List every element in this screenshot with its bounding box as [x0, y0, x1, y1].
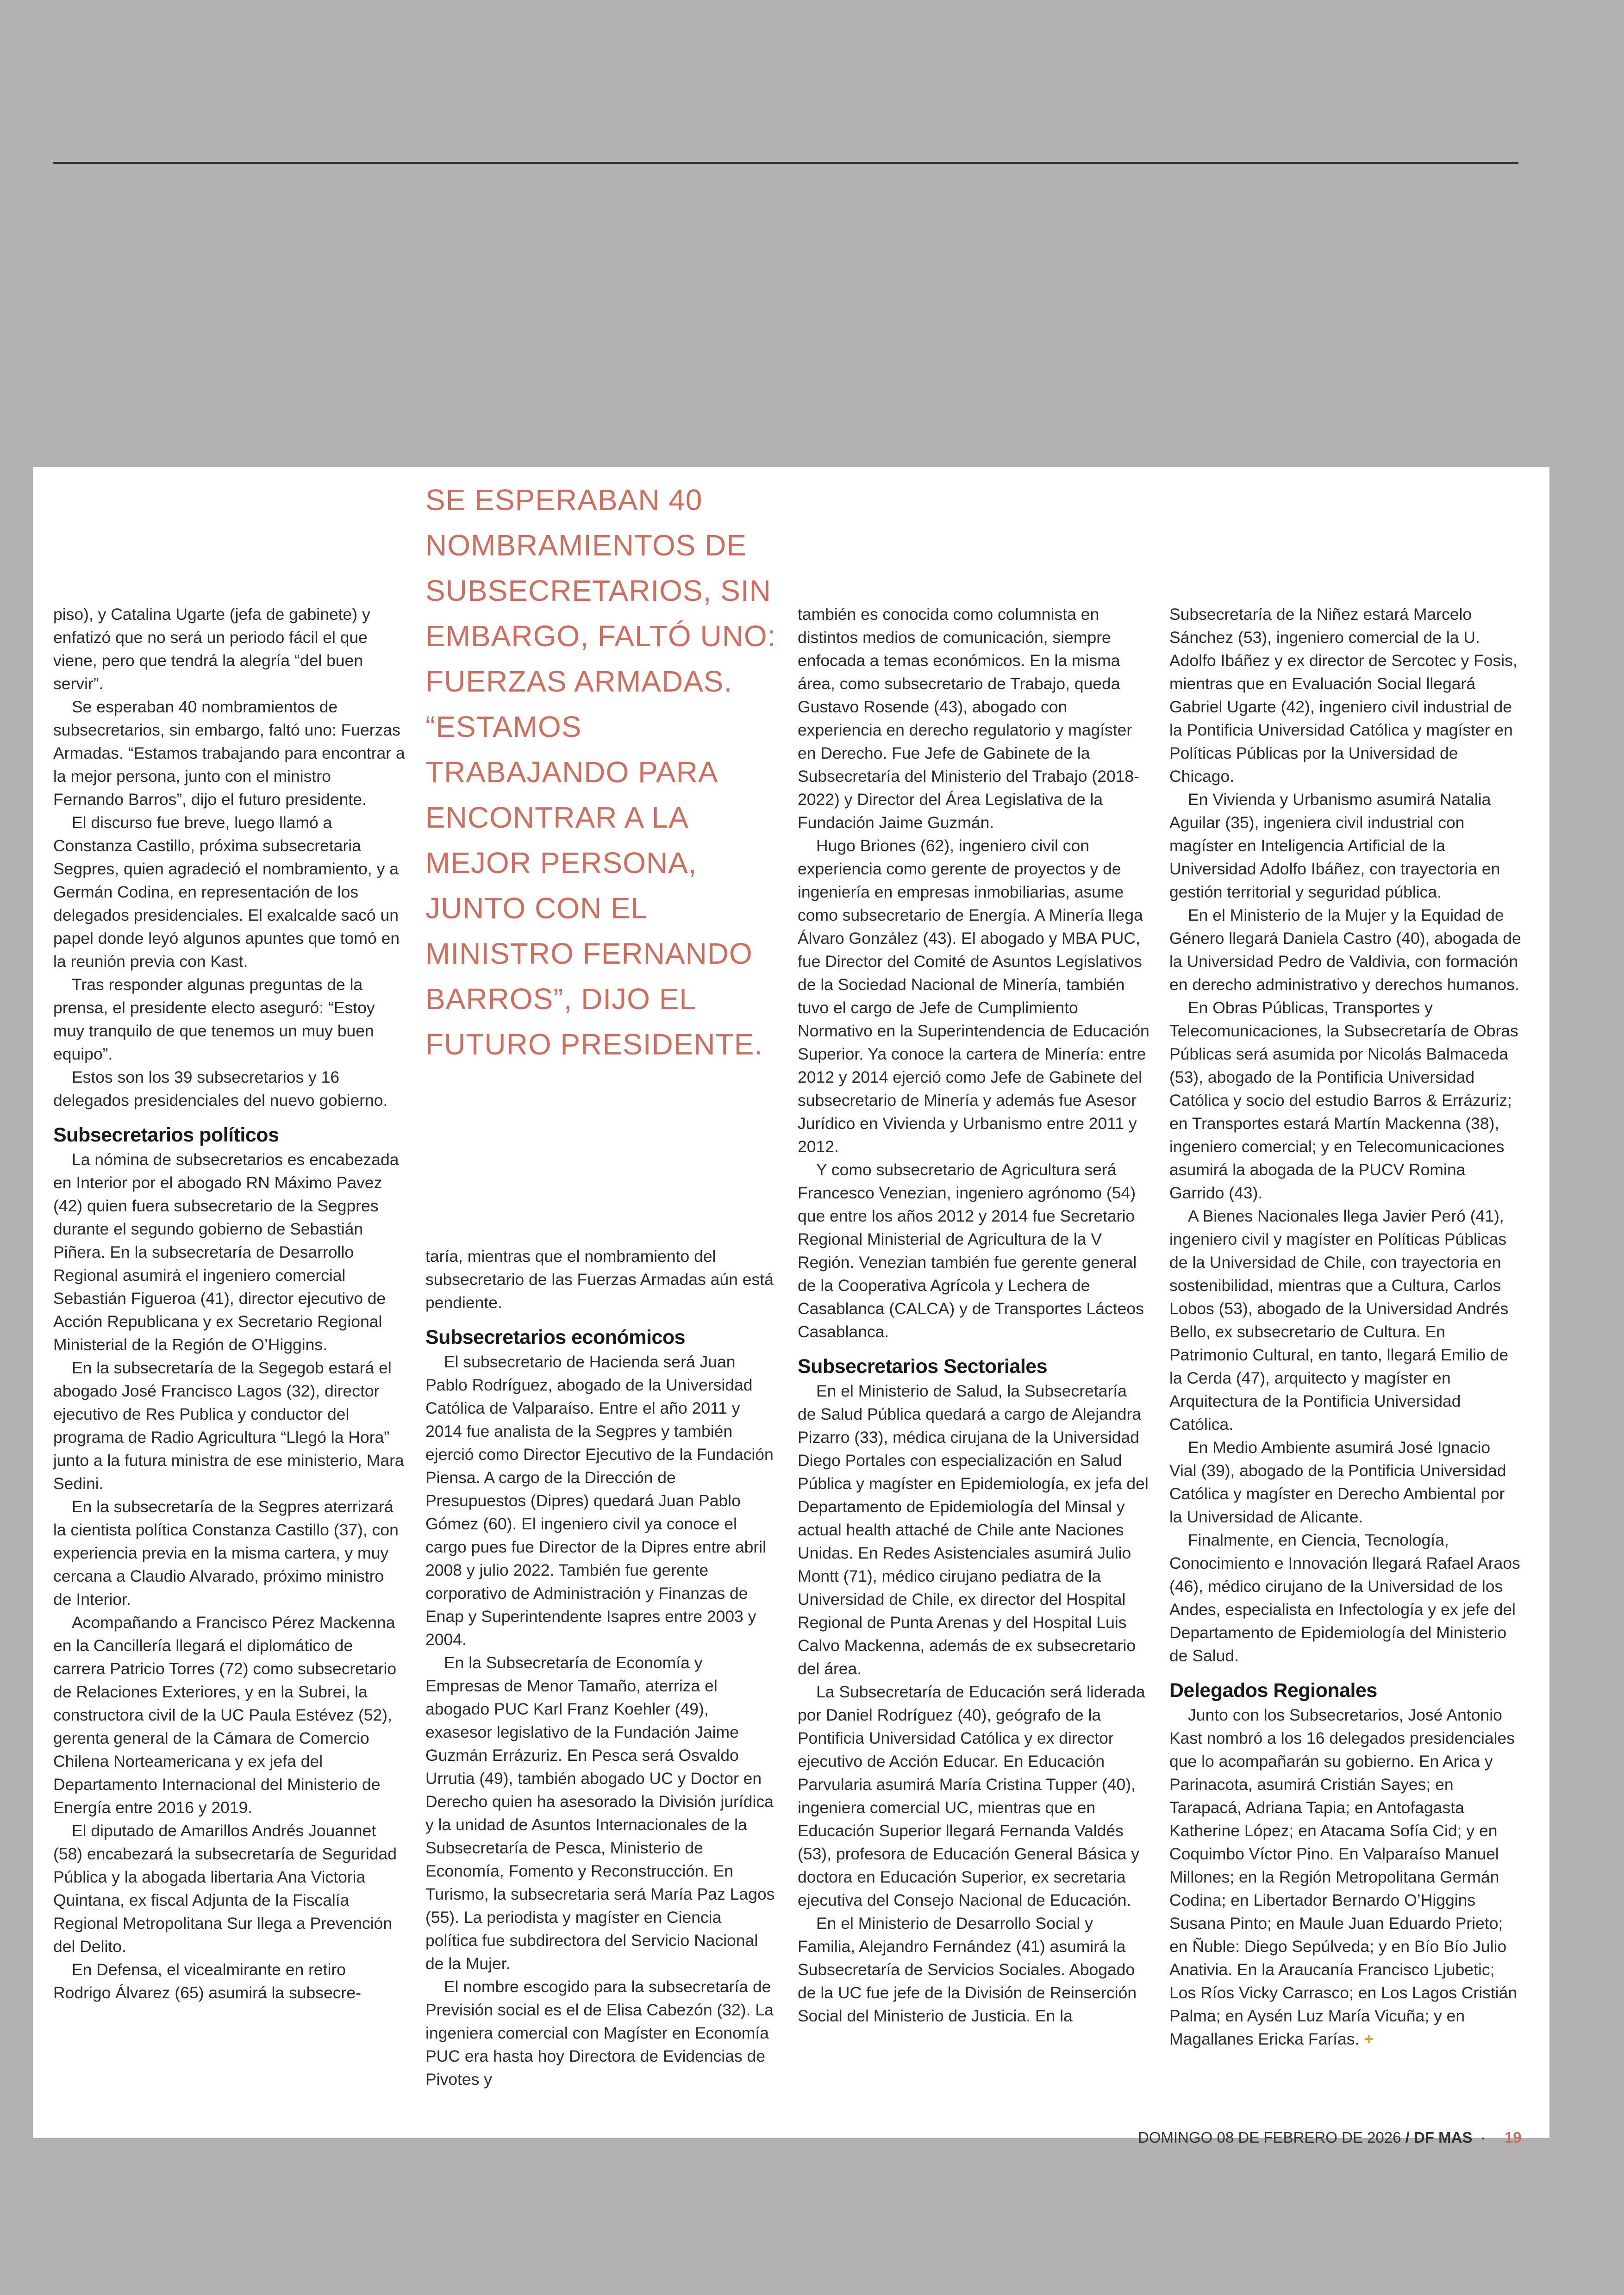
- paragraph: taría, mientras que el nombramiento del subsecretario de las Fuerzas Armadas aún está pendiente.: [425, 1247, 774, 1312]
- paragraph: Y como subsecretario de Agricultura será Francesco Venezian, ingeniero agrónomo (54) que entre los años 2012 y 2014 fue Secretario Regional Ministerial de Agricultura de la V Región. Venezian también fue gerente general de la Cooperativa Agrícola y Lechera de Casablanca (CALCA) y de Transportes Lácteos Casablanca.: [798, 1160, 1144, 1341]
- page-footer: [1138, 2128, 1522, 2147]
- paragraph: En Medio Ambiente asumirá José Ignacio Vial (39), abogado de la Pontificia Universidad Católica y magíster en Derecho Ambiental por la Universidad de Alicante.: [1169, 1438, 1506, 1526]
- footer-publication: DF MAS: [1414, 2129, 1473, 2146]
- footer-dot: ·: [1480, 2129, 1486, 2146]
- paragraph: piso), y Catalina Ugarte (jefa de gabinete) y enfatizó que no será un periodo fácil el que viene, pero que tendrá la alegría “del buen servir”.: [53, 605, 370, 693]
- paragraph: En la subsecretaría de la Segpres aterrizará la cientista política Constanza Castillo (37), con experiencia previa en la misma cartera, y muy cercana a Claudio Alvarado, próximo ministro de Interior.: [53, 1497, 399, 1609]
- paragraph: En Vivienda y Urbanismo asumirá Natalia Aguilar (35), ingeniera civil industrial con magíster en Inteligencia Artificial de la Universidad Adolfo Ibáñez, con trayectoria en gestión territorial y seguridad pública.: [1169, 790, 1500, 901]
- paragraph: En el Ministerio de Salud, la Subsecretaría de Salud Pública quedará a cargo de Alejandra Pizarro (33), médica cirujana de la Universidad Diego Portales con especialización en Salud Pública y magíster en Epidemiología, ex jefa del Departamento de Epidemiología del Minsal y actual health attaché de Chile ante Naciones Unidas. En Redes Asistenciales asumirá Julio Montt (71), médico cirujano pediatra de la Universidad de Chile, ex director del Hospital Regional de Punta Arenas y del Hospital Luis Calvo Mackenna, además de ex subsecretario del área.: [798, 1382, 1149, 1678]
- paragraph: Tras responder algunas preguntas de la prensa, el presidente electo aseguró: “Estoy muy tranquilo de que tenemos un muy buen equipo”.: [53, 975, 375, 1063]
- column-3: [798, 603, 1149, 2027]
- paragraph: En el Ministerio de Desarrollo Social y Familia, Alejandro Fernández (41) asumirá la Subsecretaría de Servicios Sociales. Abogado de la UC fue jefe de la División de Reinserción Social del Ministerio de Justicia. En la: [798, 1914, 1137, 2025]
- paragraph: también es conocida como columnista en distintos medios de comunicación, siempre enfocada a temas económicos. En la misma área, como subsecretario de Trabajo, queda Gustavo Rosende (43), abogado con experiencia en derecho regulatorio y magíster en Derecho. Fue Jefe de Gabinete de la Subsecretaría del Ministerio del Trabajo (2018-2022) y Director del Área Legislativa de la Fundación Jaime Guzmán.: [798, 605, 1139, 832]
- paragraph: El discurso fue breve, luego llamó a Constanza Castillo, próxima subsecretaria Segpres, quien agradeció el nombramiento, y a Germán Codina, en representación de los delegados presidenciales. El exalcalde sacó un papel donde leyó algunos apuntes que tomó en la reunión previa con Kast.: [53, 813, 400, 971]
- paragraph: La Subsecretaría de Educación será liderada por Daniel Rodríguez (40), geógrafo de la Pontificia Universidad Católica y ex director ejecutivo de Acción Educar. En Educación Parvularia asumirá María Cristina Tupper (40), ingeniera comercial UC, mientras que en Educación Superior llegará Fernanda Valdés (53), profesora de Educación General Básica y doctora en Educación Superior, ex secretaria ejecutiva del Consejo Nacional de Educación.: [798, 1683, 1145, 1909]
- top-rule: [53, 162, 1518, 164]
- footer-date: DOMINGO 08 DE FEBRERO DE 2026: [1138, 2129, 1401, 2146]
- section-heading-delegados: Delegados Regionales: [1169, 1679, 1377, 1702]
- page-number: 19: [1504, 2129, 1522, 2146]
- paragraph: En el Ministerio de la Mujer y la Equidad de Género llegará Daniela Castro (40), abogada de la Universidad Pedro de Valdivia, con formación en derecho administrativo y derechos humanos.: [1169, 906, 1521, 994]
- section-heading-politicos: Subsecretarios políticos: [53, 1124, 279, 1146]
- paragraph-last: [1169, 1703, 1521, 2051]
- paragraph: En la Subsecretaría de Economía y Empresas de Menor Tamaño, aterriza el abogado PUC Karl Franz Koehler (49), exasesor legislativo de la Fundación Jaime Guzmán Errázuriz. En Pesca será Osvaldo Urrutia (49), también abogado UC y Doctor en Derecho quien ha asesorado la División jurídica y la unidad de Asuntos Internacionales de la Subsecretaría de Pesca, Ministerio de Economía, Fomento y Reconstrucción. En Turismo, la subsecretaria será María Paz Lagos (55). La periodista y magíster en Ciencia política fue subdirectora del Servicio Nacional de la Mujer.: [425, 1653, 775, 1973]
- end-mark-icon: +: [1364, 2030, 1374, 2048]
- paragraph: Acompañando a Francisco Pérez Mackenna en la Cancillería llegará el diplomático de carrera Patricio Torres (72) como subsecretario de Relaciones Exteriores, y en la Subrei, la constructora civil de la UC Paula Estévez (52), gerenta general de la Cámara de Comercio Chilena Norteamericana y ex jefa del Departamento Internacional del Ministerio de Energía entre 2016 y 2019.: [53, 1613, 397, 1817]
- section-heading-sectoriales: Subsecretarios Sectoriales: [798, 1355, 1048, 1378]
- paragraph: En Obras Públicas, Transportes y Telecomunicaciones, la Subsecretaría de Obras Públicas será asumida por Nicolás Balmaceda (53), abogado de la Pontificia Universidad Católica y socio del estudio Barros & Errázuriz; en Transportes estará Martín Mackenna (38), ingeniero comercial; y en Telecomunicaciones asumirá la abogada de la PUCV Romina Garrido (43).: [1169, 998, 1518, 1202]
- paragraph: Finalmente, en Ciencia, Tecnología, Conocimiento e Innovación llegará Rafael Araos (46), médico cirujano de la Universidad de los Andes, especialista en Infectología y ex jefe del Departamento de Epidemiología del Ministerio de Salud.: [1169, 1531, 1520, 1665]
- section-heading-economicos: Subsecretarios económicos: [425, 1326, 686, 1348]
- paragraph: La nómina de subsecretarios es encabezada en Interior por el abogado RN Máximo Pavez (42) quien fuera subsecretario de la Segpres durante el segundo gobierno de Sebastián Piñera. En la subsecretaría de Desarrollo Regional asumirá el ingeniero comercial Sebastián Figueroa (41), director ejecutivo de Acción Republicana y ex Secretario Regional Ministerial de la Región de O’Higgins.: [53, 1150, 399, 1354]
- paragraph: El subsecretario de Hacienda será Juan Pablo Rodríguez, abogado de la Universidad Católica de Valparaíso. Entre el año 2011 y 2014 fue analista de la Segpres y también ejerció como Director Ejecutivo de la Fundación Piensa. A cargo de la Dirección de Presupuestos (Dipres) quedará Juan Pablo Gómez (60). El ingeniero civil ya conoce el cargo pues fue Director de la Dipres entre abril 2008 y julio 2022. También fue gerente corporativo de Administración y Finanzas de Enap y Superintendente Isapres entre 2003 y 2004.: [425, 1353, 774, 1649]
- newspaper-page: [33, 467, 1549, 2138]
- column-4: [1169, 603, 1521, 2051]
- paragraph: En Defensa, el vicealmirante en retiro Rodrigo Álvarez (65) asumirá la subsecre-: [53, 1960, 361, 2002]
- paragraph: Hugo Briones (62), ingeniero civil con experiencia como gerente de proyectos y de ingeniería en empresas inmobiliarias, asume como subsecretario de Energía. A Minería llega Álvaro González (43). El abogado y MBA PUC, fue Director del Comité de Asuntos Legislativos de la Sociedad Nacional de Minería, también tuvo el cargo de Jefe de Cumplimiento Normativo en la Superintendencia de Educación Superior. Ya conoce la cartera de Minería: entre 2012 y 2014 ejerció como Jefe de Gabinete del subsecretario de Minería y además fue Asesor Jurídico en Vivienda y Urbanismo entre 2011 y 2012.: [798, 836, 1149, 1156]
- column-1: [53, 603, 405, 2004]
- paragraph: Se esperaban 40 nombramientos de subsecretarios, sin embargo, faltó uno: Fuerzas Armadas. “Estamos trabajando para encontrar a la mejor persona, junto con el ministro Fernando Barros”, dijo el futuro presidente.: [53, 698, 405, 809]
- column-2: [425, 1245, 777, 2091]
- paragraph: A Bienes Nacionales llega Javier Peró (41), ingeniero civil y magíster en Políticas Públicas de la Universidad de Chile, con trayectoria en sostenibilidad, mientras que a Cultura, Carlos Lobos (53), abogado de la Universidad Andrés Bello, ex subsecretario de Cultura. En Patrimonio Cultural, en tanto, llegará Emilio de la Cerda (47), arquitecto y magíster en Arquitectura de la Pontificia Universidad Católica.: [1169, 1207, 1509, 1434]
- paragraph-text: Junto con los Subsecretarios, José Antonio Kast nombró a los 16 delegados presidenciales que lo acompañarán su gobierno. En Arica y Parinacota, asumirá Cristián Sayes; en Tarapacá, Adriana Tapia; en Antofagasta Katherine López; en Atacama Sofía Cid; y en Coquimbo Víctor Pino. En Valparaíso Manuel Millones; en la Región Metropolitana Germán Codina; en Libertador Bernardo O’Higgins Susana Pinto; en Maule Juan Eduardo Prieto; en Ñuble: Diego Sepúlveda; y en Bío Bío Julio Anativia. En la Araucanía Francisco Ljubetic; Los Ríos Vicky Carrasco; en Los Lagos Cristián Palma; en Aysén Luz María Vicuña; y en Magallanes Ericka Farías.: [1169, 1706, 1518, 2048]
- footer-slash: /: [1405, 2129, 1410, 2146]
- pull-quote: SE ESPERABAN 40 NOMBRAMIENTOS DE SUBSECRETARIOS, SIN EMBARGO, FALTÓ UNO: FUERZAS ARMADAS. “ESTAMOS TRABAJANDO PARA ENCONTRAR A LA MEJOR PERSONA, JUNTO CON EL MINISTRO FERNANDO BARROS”, DIJO EL FUTURO PRESIDENTE.: [425, 483, 776, 1061]
- paragraph: Subsecretaría de la Niñez estará Marcelo Sánchez (53), ingeniero comercial de la U. Adolfo Ibáñez y ex director de Sercotec y Fosis, mientras que en Evaluación Social llegará Gabriel Ugarte (42), ingeniero civil industrial de la Pontificia Universidad Católica y magíster en Políticas Públicas por la Universidad de Chicago.: [1169, 605, 1518, 786]
- paragraph: Estos son los 39 subsecretarios y 16 delegados presidenciales del nuevo gobierno.: [53, 1068, 388, 1110]
- paragraph: En la subsecretaría de la Segegob estará el abogado José Francisco Lagos (32), director ejecutivo de Res Publica y conductor del programa de Radio Agricultura “Llegó la Hora” junto a la futura ministra de ese ministerio, Mara Sedini.: [53, 1359, 404, 1493]
- paragraph: El nombre escogido para la subsecretaría de Previsión social es el de Elisa Cabezón (32). La ingeniera comercial con Magíster en Economía PUC era hasta hoy Directora de Evidencias de Pivotes y: [425, 1977, 774, 2089]
- paragraph: El diputado de Amarillos Andrés Jouannet (58) encabezará la subsecretaría de Seguridad Pública y la abogada libertaria Ana Victoria Quintana, ex fiscal Adjunta de la Fiscalía Regional Metropolitana Sur llega a Prevención del Delito.: [53, 1821, 397, 1956]
